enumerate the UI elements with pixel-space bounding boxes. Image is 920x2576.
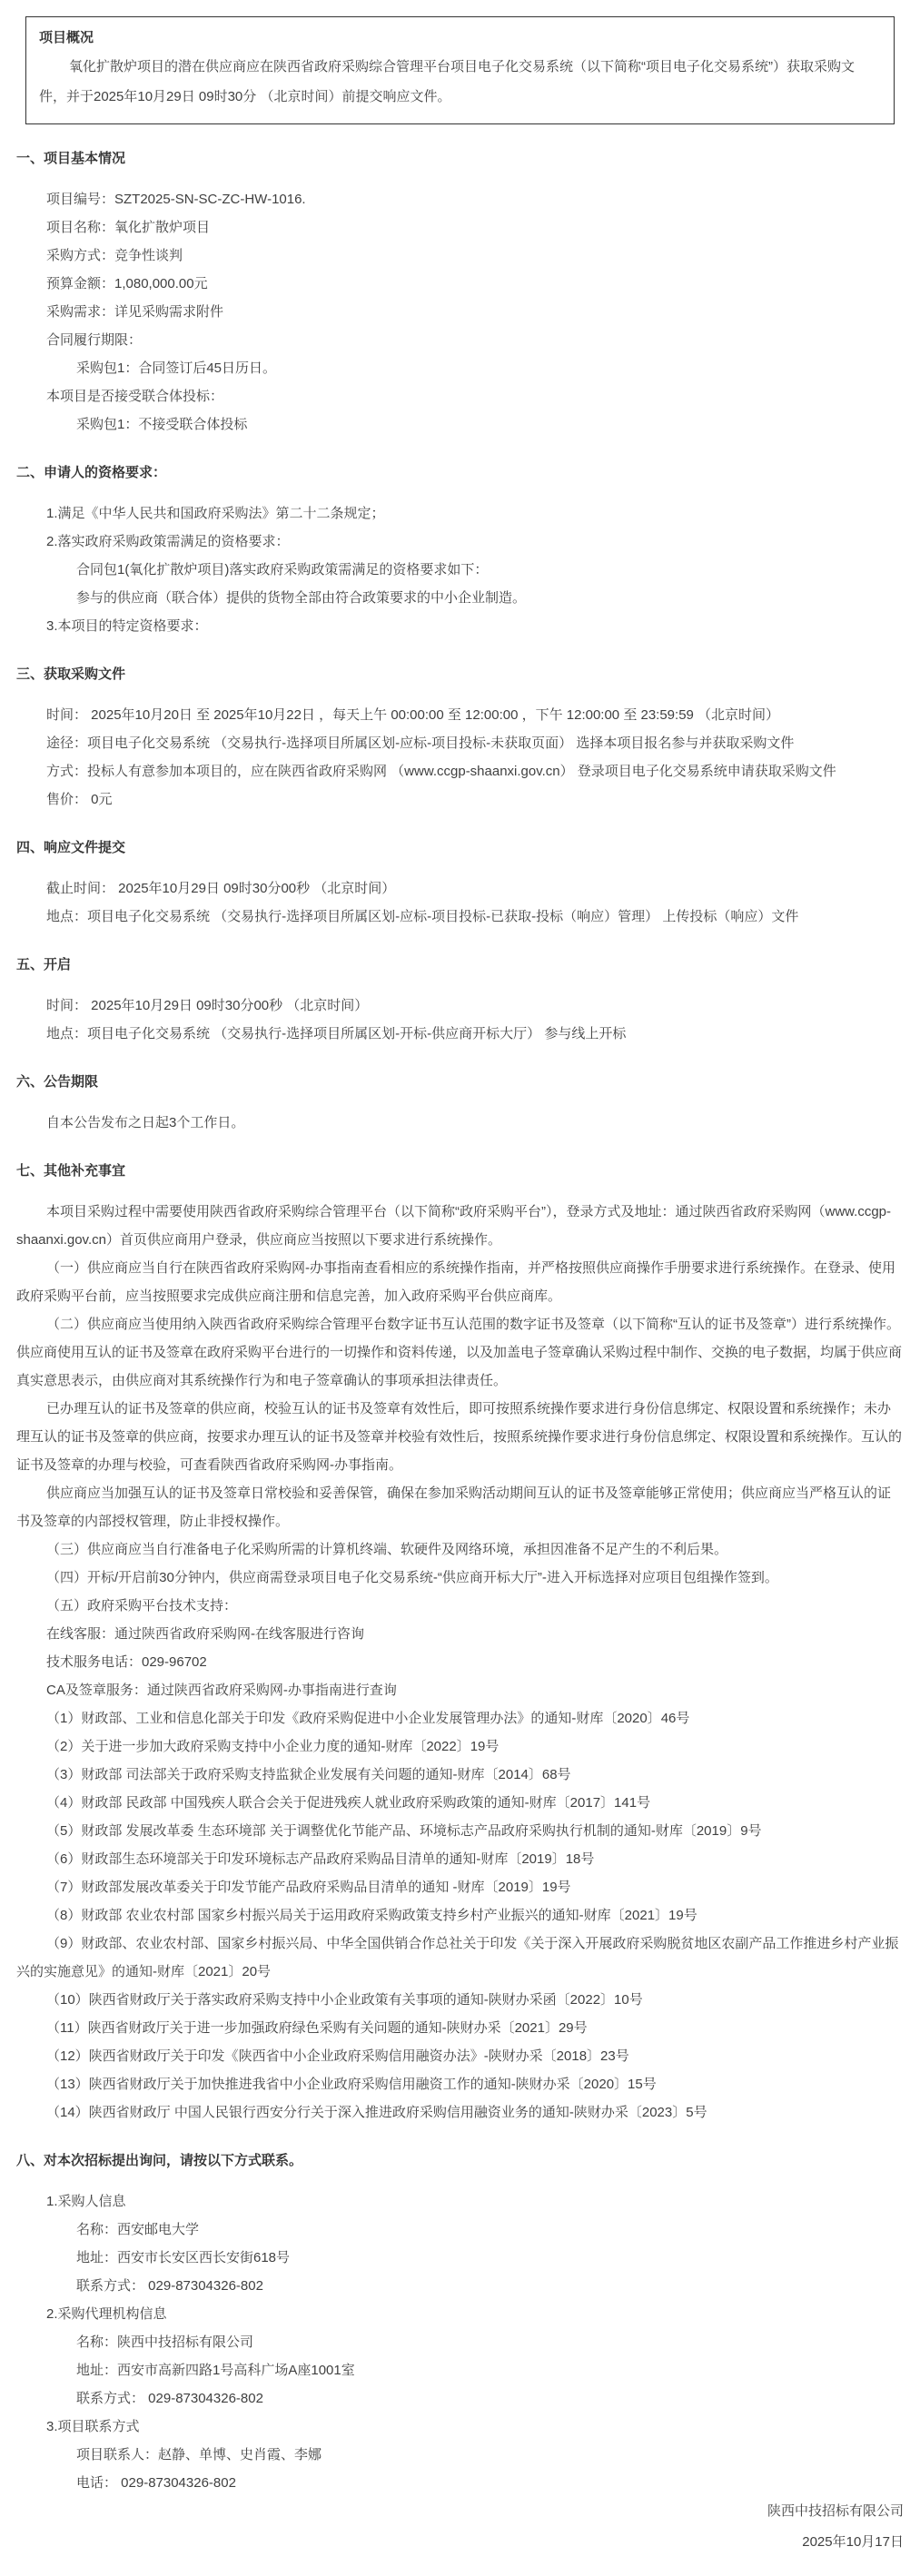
policy-notice-13: （13）陕西省财政厅关于加快推进我省中小企业政府采购信用融资工作的通知-陕财办采〔2020〕15号	[46, 2077, 657, 2092]
policy-notice-1: （1）财政部、工业和信息化部关于印发《政府采购促进中小企业发展管理办法》的通知-财库〔2020〕46号	[46, 1711, 690, 1726]
supplementary-item-2: （二）供应商应当使用纳入陕西省政府采购综合管理平台数字证书互认范围的数字证书及签章（以下简称“互认的证书及签章”）进行系统操作。供应商使用互认的证书及签章在政府采购平台进行的一切操作和资料传递，以及加盖电子签章确认采购过程中制作、交换的电子数据，均属于供应商真实意思表示，由供应商对其系统操作行为和电子签章确认的事项承担法律责任。	[16, 1317, 903, 1388]
project-overview-box	[25, 16, 895, 124]
policy-notice-6: （6）财政部生态环境部关于印发环境标志产品政府采购品目清单的通知-财库〔2019〕18号	[46, 1851, 595, 1867]
section-heading: 六、公告期限	[16, 1074, 99, 1090]
acquisition-time-field: 时间： 2025年10月20日 至 2025年10月22日 ，每天上午 00:00:00 至 12:00:00 ，下午 12:00:00 至 23:59:59 （北京时间）	[46, 707, 780, 723]
policy-notice-4: （4）财政部 民政部 中国残疾人联合会关于促进残疾人就业政府采购政策的通知-财库〔2017〕141号	[46, 1795, 651, 1811]
price-field: 售价： 0元	[46, 792, 113, 807]
project-phone: 电话： 029-87304326-802	[76, 2475, 236, 2491]
section-heading: 三、获取采购文件	[16, 666, 126, 682]
other-supplementary-matters-section	[16, 1157, 904, 2127]
section-heading: 五、开启	[16, 957, 72, 972]
overview-body: 氧化扩散炉项目的潜在供应商应在陕西省政府采购综合管理平台项目电子化交易系统（以下简称“项目电子化交易系统”）获取采购文件，并于2025年10月29日 09时30分 （北京时间）前提交响应文件。	[39, 59, 855, 104]
policy-notice-8: （8）财政部 农业农村部 国家乡村振兴局关于运用政府采购政策支持乡村产业振兴的通知-财库〔2021〕19号	[46, 1908, 697, 1923]
overview-title: 项目概况	[39, 30, 94, 45]
announcement-period-section	[16, 1068, 904, 1137]
project-contacts: 项目联系人：赵静、单博、史肖霞、李娜	[76, 2447, 322, 2462]
section-heading: 七、其他补充事宜	[16, 1163, 126, 1179]
purchaser-address: 地址：西安市长安区西长安街618号	[76, 2250, 291, 2265]
policy-notice-7: （7）财政部发展改革委关于印发节能产品政府采购品目清单的通知 -财库〔2019〕19号	[46, 1880, 571, 1895]
document-footer	[16, 2497, 904, 2556]
section-heading: 八、对本次招标提出询问，请按以下方式联系。	[16, 2153, 303, 2168]
section-heading: 一、项目基本情况	[16, 151, 126, 166]
agency-address: 地址：西安市高新四路1号高科广场A座1001室	[76, 2363, 355, 2378]
policy-notice-10: （10）陕西省财政厅关于落实政府采购支持中小企业政策有关事项的通知-陕财办采函〔2022〕10号	[46, 1992, 643, 2008]
project-contact-label: 3.项目联系方式	[46, 2419, 140, 2434]
ca-service-line: CA及签章服务：通过陕西省政府采购网-办事指南进行查询	[46, 1683, 397, 1698]
applicant-qualification-requirements-section	[16, 459, 904, 640]
announcement-period-text: 自本公告发布之日起3个工作日。	[46, 1115, 245, 1130]
qualification-requirement-2: 2.落实政府采购政策需满足的资格要求：	[46, 534, 290, 549]
sections-container	[16, 144, 904, 2497]
acquisition-route-field: 途径：项目电子化交易系统 （交易执行-选择项目所属区划-应标-项目投标-未获取页面） 选择本项目报名参与并获取采购文件	[46, 735, 795, 751]
policy-notice-2: （2）关于进一步加大政府采购支持中小企业力度的通知-财库〔2022〕19号	[46, 1739, 500, 1754]
platform-intro-paragraph: 本项目采购过程中需要使用陕西省政府采购综合管理平台（以下简称“政府采购平台”），登录方式及地址：通过陕西省政府采购网（www.ccgp-shaanxi.gov.cn）首页供应商用户登录，供应商应当按照以下要求进行系统操作。	[16, 1204, 892, 1248]
procurement-method-field: 采购方式：竞争性谈判	[46, 248, 183, 263]
online-service-line: 在线客服：通过陕西省政府采购网-在线客服进行咨询	[46, 1626, 364, 1642]
opening-location-field: 地点：项目电子化交易系统 （交易执行-选择项目所属区划-开标-供应商开标大厅） 参与线上开标	[46, 1026, 627, 1041]
project-number-field: 项目编号：SZT2025-SN-SC-ZC-HW-1016.	[46, 192, 306, 207]
policy-notice-5: （5）财政部 发展改革委 生态环境部 关于调整优化节能产品、环境标志产品政府采购执行机制的通知-财库〔2019〕9号	[46, 1823, 762, 1839]
opening-time-field: 时间： 2025年10月29日 09时30分00秒 （北京时间）	[46, 998, 369, 1013]
policy-notice-11: （11）陕西省财政厅关于进一步加强政府绿色采购有关问题的通知-陕财办采〔2021〕29号	[46, 2020, 588, 2036]
response-document-submission-section	[16, 834, 904, 931]
supplementary-item-3: （三）供应商应当自行准备电子化采购所需的计算机终端、软硬件及网络环境，承担因准备不足产生的不利后果。	[46, 1542, 728, 1557]
contract-period-label: 合同履行期限：	[46, 332, 143, 348]
submission-location-field: 地点：项目电子化交易系统 （交易执行-选择项目所属区划-应标-项目投标-已获取-投标（响应）管理） 上传投标（响应）文件	[46, 909, 799, 924]
procurement-requirements-field: 采购需求：详见采购需求附件	[46, 304, 224, 320]
inquiry-contact-information-section	[16, 2147, 904, 2497]
submission-deadline-field: 截止时间： 2025年10月29日 09时30分00秒 （北京时间）	[46, 881, 396, 896]
project-basic-info-section	[16, 144, 904, 439]
footer-agency-name: 陕西中技招标有限公司	[767, 2503, 904, 2519]
tech-hotline-line: 技术服务电话：029-96702	[46, 1654, 207, 1670]
policy-notice-12: （12）陕西省财政厅关于印发《陕西省中小企业政府采购信用融资办法》-陕财办采〔2018〕23号	[46, 2048, 629, 2064]
agency-name: 名称：陕西中技招标有限公司	[76, 2334, 254, 2350]
smb-manufacturer-requirement: 参与的供应商（联合体）提供的货物全部由符合政策要求的中小企业制造。	[76, 590, 527, 606]
consortium-bidding-package1: 采购包1：不接受联合体投标	[76, 417, 248, 432]
supplementary-item-5: （五）政府采购平台技术支持：	[46, 1598, 238, 1614]
policy-notice-3: （3）财政部 司法部关于政府采购支持监狱企业发展有关问题的通知-财库〔2014〕68号	[46, 1767, 571, 1782]
obtain-procurement-documents-section	[16, 660, 904, 814]
consortium-bidding-label: 本项目是否接受联合体投标：	[46, 389, 224, 404]
policy-notice-9: （9）财政部、农业农村部、国家乡村振兴局、中华全国供销合作总社关于印发《关于深入开展政府采购脱贫地区农副产品工作推进乡村产业振兴的实施意见》的通知-财库〔2021〕20号	[16, 1936, 899, 1979]
policy-notice-14: （14）陕西省财政厅 中国人民银行西安分行关于深入推进政府采购信用融资业务的通知-陕财办采〔2023〕5号	[46, 2105, 707, 2120]
purchaser-info-label: 1.采购人信息	[46, 2194, 126, 2209]
budget-amount-field: 预算金额：1,080,000.00元	[46, 276, 208, 291]
qualification-requirement-1: 1.满足《中华人民共和国政府采购法》第二十二条规定；	[46, 506, 385, 521]
supplementary-item-1: （一）供应商应当自行在陕西省政府采购网-办事指南查看相应的系统操作指南，并严格按照供应商操作手册要求进行系统操作。在登录、使用政府采购平台前，应当按照要求完成供应商注册和信息完善，加入政府采购平台供应商库。	[16, 1260, 896, 1304]
supplementary-item-4: （四）开标/开启前30分钟内，供应商需登录项目电子化交易系统-“供应商开标大厅”-进入开标选择对应项目包组操作签到。	[46, 1570, 778, 1585]
package1-policy-requirement: 合同包1(氧化扩散炉项目)落实政府采购政策需满足的资格要求如下：	[76, 562, 489, 577]
bid-opening-section	[16, 951, 904, 1048]
agency-info-label: 2.采购代理机构信息	[46, 2306, 167, 2322]
agency-contact: 联系方式： 029-87304326-802	[76, 2391, 263, 2406]
contract-period-package1: 采购包1：合同签订后45日历日。	[76, 360, 277, 376]
section-heading: 四、响应文件提交	[16, 840, 126, 855]
certificate-handled-paragraph: 已办理互认的证书及签章的供应商，校验互认的证书及签章有效性后，即可按照系统操作要求进行身份信息绑定、权限设置和系统操作；未办理互认的证书及签章的供应商，按要求办理互认的证书及签章并校验有效性后，按照系统操作要求进行身份信息绑定、权限设置和系统操作。互认的证书及签章的办理与校验，可查看陕西省政府采购网-办事指南。	[16, 1401, 903, 1473]
project-name-field: 项目名称：氧化扩散炉项目	[46, 220, 211, 235]
acquisition-method-field: 方式：投标人有意参加本项目的，应在陕西省政府采购网 （www.ccgp-shaanxi.gov.cn） 登录项目电子化交易系统申请获取采购文件	[46, 764, 836, 779]
section-heading: 二、申请人的资格要求：	[16, 465, 167, 480]
certificate-keeping-paragraph: 供应商应当加强互认的证书及签章日常校验和妥善保管，确保在参加采购活动期间互认的证书及签章能够正常使用；供应商应当严格互认的证书及签章的内部授权管理，防止非授权操作。	[16, 1485, 892, 1529]
purchaser-contact: 联系方式： 029-87304326-802	[76, 2278, 263, 2294]
qualification-requirement-3: 3.本项目的特定资格要求：	[46, 618, 208, 634]
purchaser-name: 名称：西安邮电大学	[76, 2222, 200, 2237]
footer-date: 2025年10月17日	[802, 2534, 904, 2550]
